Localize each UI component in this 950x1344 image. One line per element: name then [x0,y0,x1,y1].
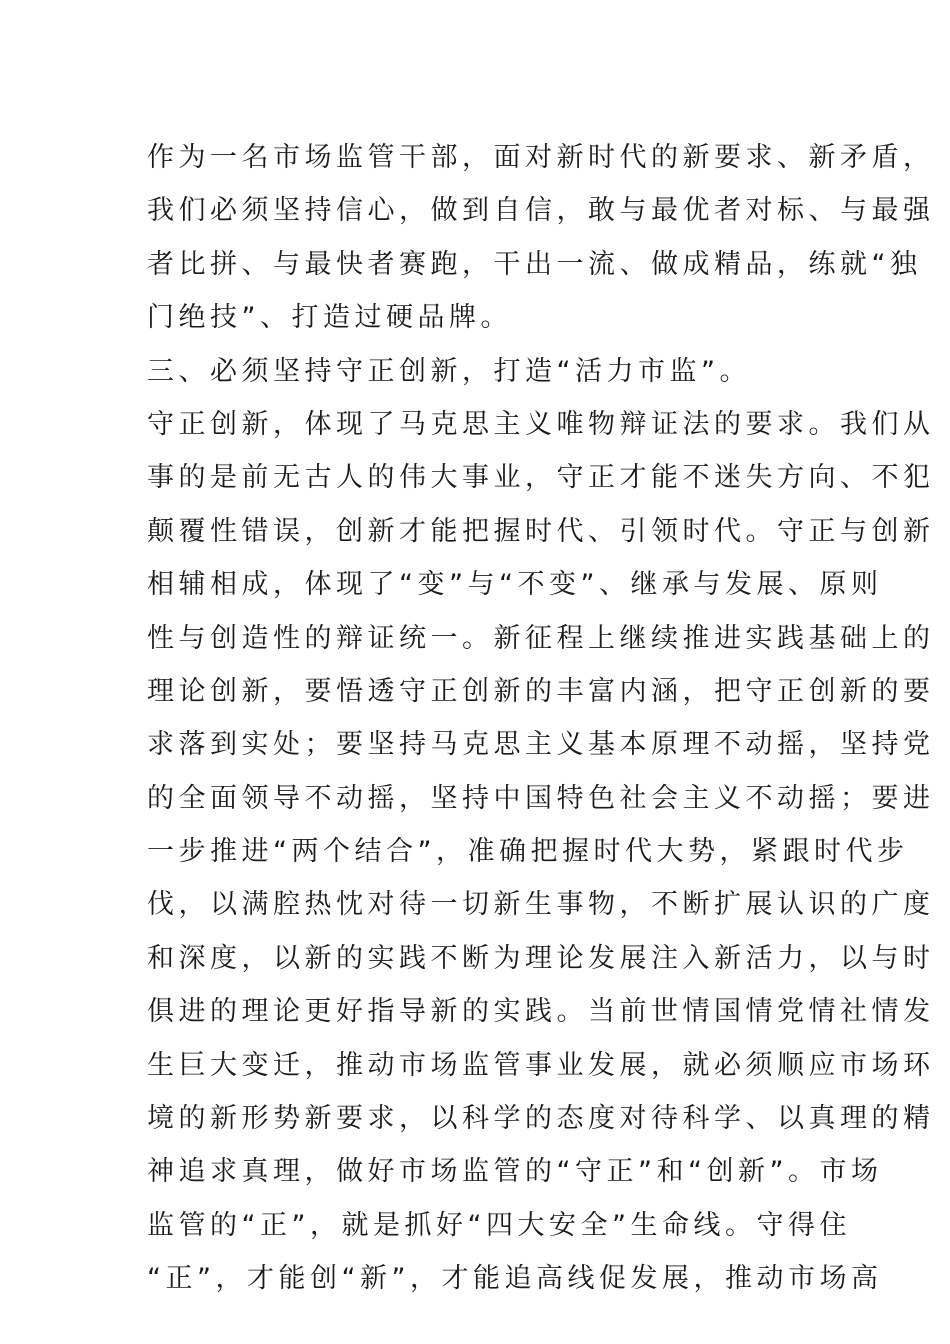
text-line: 作为一名市场监管干部，面对新时代的新要求、新矛盾， [147,142,935,173]
text-line: 守正创新，体现了马克思主义唯物辩证法的要求。我们从 [147,408,935,440]
text-line: “正”，才能创“新”，才能追高线促发展，推动市场高 [147,1263,883,1295]
body-text [147,131,935,1306]
text-line: 性与创造性的辩证统一。新征程上继续推进实践基础上的 [147,622,935,654]
text-line: 俱进的理论更好指导新的实践。当前世情国情党情社情发 [147,996,935,1028]
text-line: 神追求真理，做好市场监管的“守正”和“创新”。市场 [147,1156,883,1188]
text-line: 颠覆性错误，创新才能把握时代、引领时代。守正与创新 [147,515,935,547]
text-line: 生巨大变迁，推动市场监管事业发展，就必须顺应市场环 [147,1049,935,1081]
text-line: 者比拼、与最快者赛跑，干出一流、做成精品，练就“独 [147,248,922,280]
text-line: 一步推进“两个结合”，准确把握时代大势，紧跟时代步 [147,836,909,868]
text-line: 伐，以满腔热忱对待一切新生事物，不断扩展认识的广度 [147,889,935,921]
text-line: 监管的“正”，就是抓好“四大安全”生命线。守得住 [147,1209,851,1241]
text-line: 理论创新，要悟透守正创新的丰富内涵，把守正创新的要 [147,675,935,707]
text-line: 门绝技”、打造过硬品牌。 [147,302,512,334]
section-heading: 三、必须坚持守正创新，打造“活力市监”。 [147,355,751,387]
text-line: 和深度，以新的实践不断为理论发展注入新活力，以与时 [147,942,935,974]
text-line: 事的是前无古人的伟大事业，守正才能不迷失方向、不犯 [147,462,935,494]
text-line: 相辅相成，体现了“变”与“不变”、继承与发展、原则 [147,569,883,601]
text-line: 的全面领导不动摇，坚持中国特色社会主义不动摇；要进 [147,782,935,814]
text-line: 我们必须坚持信心，做到自信，敢与最优者对标、与最强 [147,195,935,227]
text-line: 境的新形势新要求，以科学的态度对待科学、以真理的精 [147,1103,935,1135]
text-line: 求落到实处；要坚持马克思主义基本原理不动摇，坚持党 [147,729,935,761]
